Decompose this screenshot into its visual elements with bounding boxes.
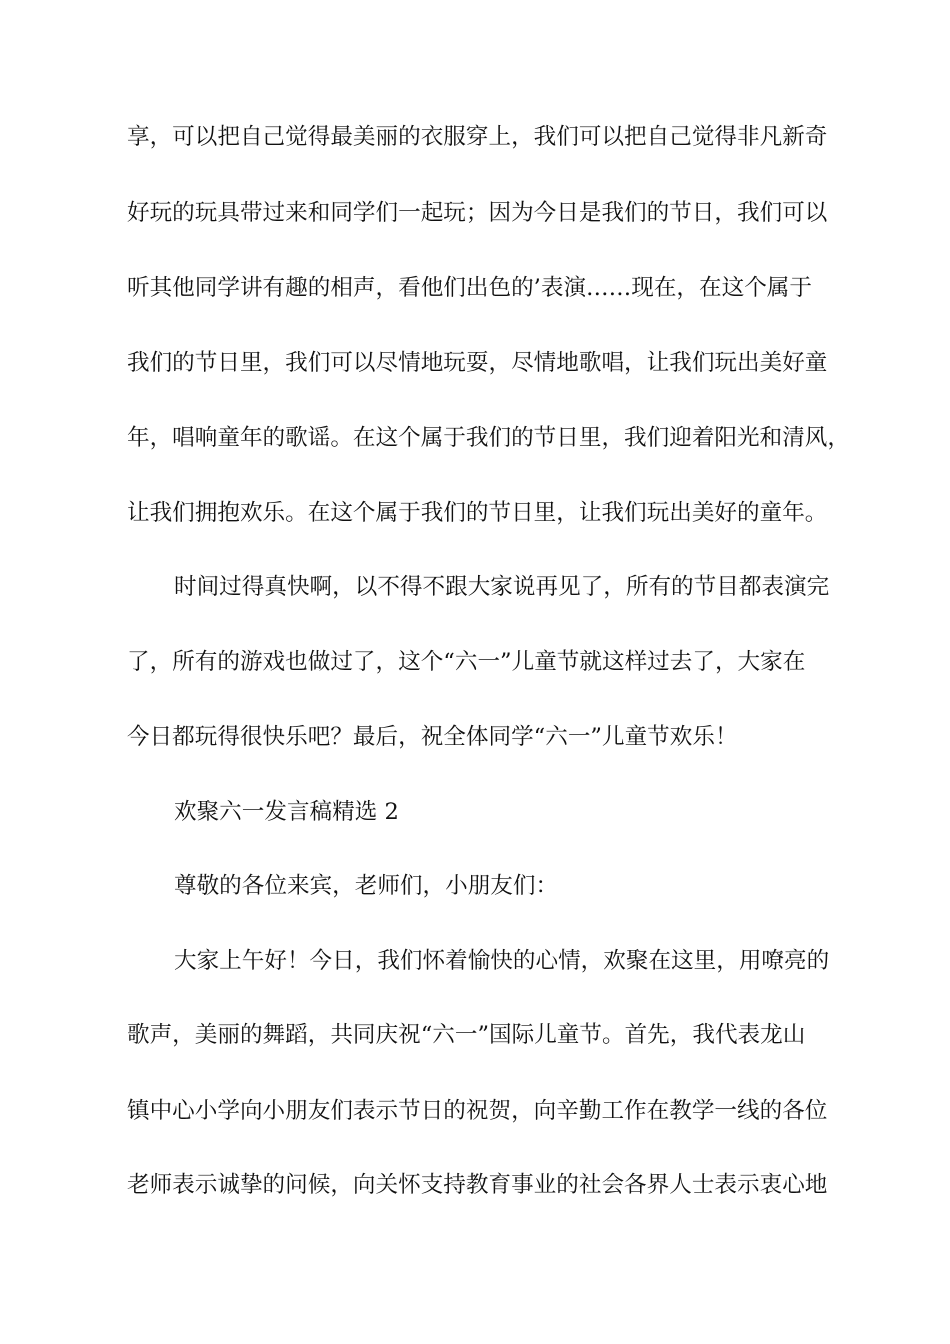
section-heading: 欢聚六一发言稿精选 2 bbox=[174, 799, 399, 825]
salutation: 尊敬的各位来宾，老师们，小朋友们： bbox=[174, 873, 559, 899]
text-line: 老师表示诚挚的问候，向关怀支持教育事业的社会各界人士表示衷心地 bbox=[127, 1172, 828, 1198]
text-line: 享，可以把自己觉得最美丽的衣服穿上，我们可以把自己觉得非凡新奇 bbox=[127, 124, 828, 150]
text-line: 我们的节日里，我们可以尽情地玩耍，尽情地歌唱，让我们玩出美好童 bbox=[127, 350, 828, 376]
text-line: 好玩的玩具带过来和同学们一起玩；因为今日是我们的节日，我们可以 bbox=[127, 200, 828, 226]
text-line: 让我们拥抱欢乐。在这个属于我们的节日里，让我们玩出美好的童年。 bbox=[127, 500, 828, 526]
text-line: 了，所有的游戏也做过了，这个“六一”儿童节就这样过去了，大家在 bbox=[127, 649, 806, 675]
text-line: 歌声，美丽的舞蹈，共同庆祝“六一”国际儿童节。首先，我代表龙山 bbox=[127, 1022, 806, 1048]
text-line: 镇中心小学向小朋友们表示节日的祝贺，向辛勤工作在教学一线的各位 bbox=[127, 1098, 828, 1124]
text-line: 听其他同学讲有趣的相声，看他们出色的’表演……现在，在这个属于 bbox=[127, 275, 812, 301]
paragraph-first-line: 大家上午好！今日，我们怀着愉快的心情，欢聚在这里，用嘹亮的 bbox=[174, 948, 830, 974]
paragraph-first-line: 时间过得真快啊，以不得不跟大家说再见了，所有的节目都表演完 bbox=[174, 574, 830, 600]
text-line: 年，唱响童年的歌谣。在这个属于我们的节日里，我们迎着阳光和清风， bbox=[127, 425, 850, 451]
text-line: 今日都玩得很快乐吧？最后，祝全体同学“六一”儿童节欢乐！ bbox=[127, 724, 738, 750]
